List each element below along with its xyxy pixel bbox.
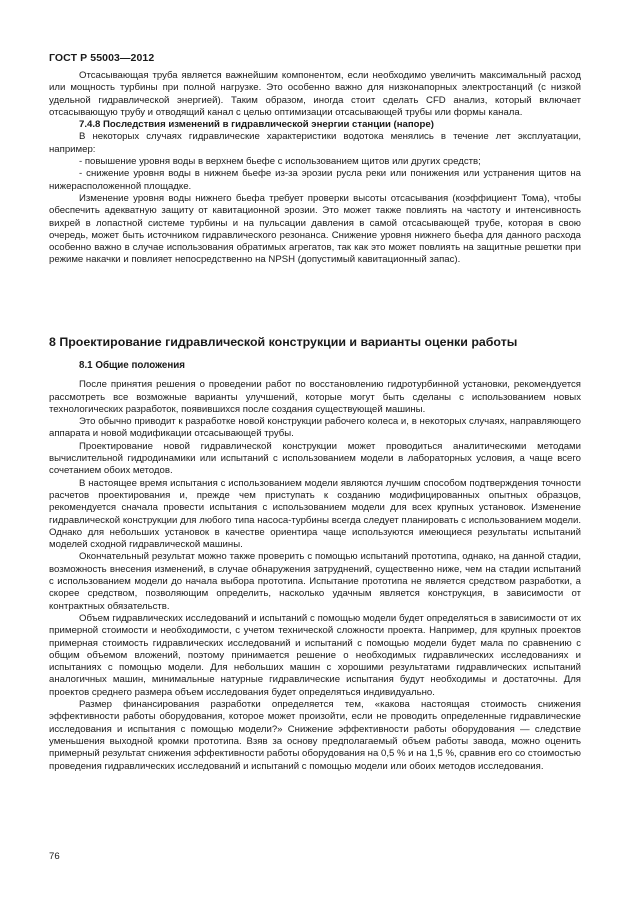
paragraph: Размер финансирования разработки определяется тем, «какова настоящая стоимость снижения эффективности работы оборудования, которое может произойти, если не проводить определенные гидравлические исследования и испытания с помощью модели?» Снижение эффективности работы оборудования — следствие уменьшения выходной кромки прототипа. Взяв за основу предполагаемый объем работы завода, можно оценить примерный результат снижения эффективности работы оборудования на 0,5 % и на 1,5 %, сравнив его со стоимостью проведения гидравлических исследований и испытаний с помощью модели или обоих методов исследования. — [49, 699, 581, 772]
paragraph: В настоящее время испытания с использованием модели являются лучшим способом подтверждения точности расчетов проектирования и, прежде чем приступать к созданию модифицированных опытных образцов, рекомендуется сначала провести испытания с использованием модели для всех крупных установок. Изменение гидравлической конструкции для любого типа насоса-турбины всегда следует планировать с использованием модели. Однако для небольших установок в качестве ориентира чаще используются имеющиеся результаты испытаний моделей сходной гидравлической машины. — [49, 477, 581, 551]
section-8-body — [49, 360, 581, 773]
paragraph: После принятия решения о проведении работ по восстановлению гидротурбинной установки, рекомендуется рассмотреть все возможные варианты улучшений, которые могут быть сделаны с использованием новых технологических разработок, появившихся после создания существующей машины. — [49, 379, 581, 415]
paragraph: Проектирование новой гидравлической конструкции может проводиться аналитическими методами вычислительной гидродинамики или испытаний с использованием модели в лабораторных условия, а чаще всего сочетанием обоих методов. — [49, 440, 581, 477]
list-item: - повышение уровня воды в верхнем бьефе с использованием щитов или других средств; — [79, 156, 481, 168]
section-7-body — [49, 66, 581, 267]
section-8-title: 8 Проектирование гидравлической конструкции и варианты оценки работы — [49, 335, 518, 349]
subsection-title-8-1: 8.1 Общие положения — [79, 360, 186, 371]
list-item: - снижение уровня воды в нижнем бьефе из-за эрозии русла реки или понижения или устранения щитов на нижерасположенной площадке. — [49, 168, 581, 192]
paragraph: Окончательный результат можно также проверить с помощью испытаний прототипа, однако, на данной стадии, возможность внесения изменений, в случае обнаружения затруднений, существенно ниже, чем на стадии испытаний с использованием модели до начала выбора прототипа. Испытание прототипа не является средством разработки, а скорее средством, позволяющим определить, насколько удачным является конструкция, в зависимости от контрактных обязательств. — [49, 551, 581, 612]
page-number: 76 — [49, 851, 60, 862]
paragraph: Это обычно приводит к разработке новой конструкции рабочего колеса и, в некоторых случаях, направляющего аппарата и новой модификации отсасывающей трубы. — [49, 416, 581, 440]
document-header: ГОСТ Р 55003—2012 — [49, 52, 155, 64]
paragraph: В некоторых случаях гидравлические характеристики водотока менялись в течение лет эксплуатации, например: — [49, 131, 581, 155]
paragraph: Изменение уровня воды нижнего бьефа требует проверки высоты отсасывания (коэффициент Тома), чтобы обеспечить адекватную защиту от кавитационной эрозии. Это может также повлиять на частоту и интенсивность вихрей в лопастной системе турбины и на пульсации давления в самой отсасывающей трубе, которая в свою очередь, может быть источником гидравлического резонанса. Снижение уровня нижнего бьефа для данного расхода особенно важно в случае использования обратимых агрегатов, так как это может повлиять на защитные решетки при режиме накачки и повлияет непосредственно на NPSH (допустимый кавитационный запас). — [49, 192, 581, 266]
paragraph: Объем гидравлических исследований и испытаний с помощью модели будет определяться в зависимости от их примерной стоимости и необходимости, с учетом технической сложности проекта. Например, для крупных проектов примерная стоимость гидравлических исследований и испытаний с помощью модели будет мала по сравнению с общим объемом вложений, поэтому принимается решение о необходимых гидравлических исследованиях и испытаниях с помощью модели. Для небольших машин с хорошими результатами гидравлических испытаний аналогичных машин, минимальные натурные гидравлические испытания будут необходимы и достаточны. Для проектов среднего размера объем исследования будет определяться индивидуально. — [49, 612, 581, 698]
paragraph: Отсасывающая труба является важнейшим компонентом, если необходимо увеличить максимальный расход или мощность турбины при полной нагрузке. Это особенно важно для низконапорных электростанций (с низкой удельной гидравлической энергией). Таким образом, иногда стоит сделать CFD анализ, который включает отсасывающую трубу и отводящий канал с целью оптимизации отсасывающей трубы или формы канала. — [49, 70, 581, 118]
subsection-title-7-4-8: 7.4.8 Последствия изменений в гидравлической энергии станции (напоре) — [79, 119, 434, 131]
